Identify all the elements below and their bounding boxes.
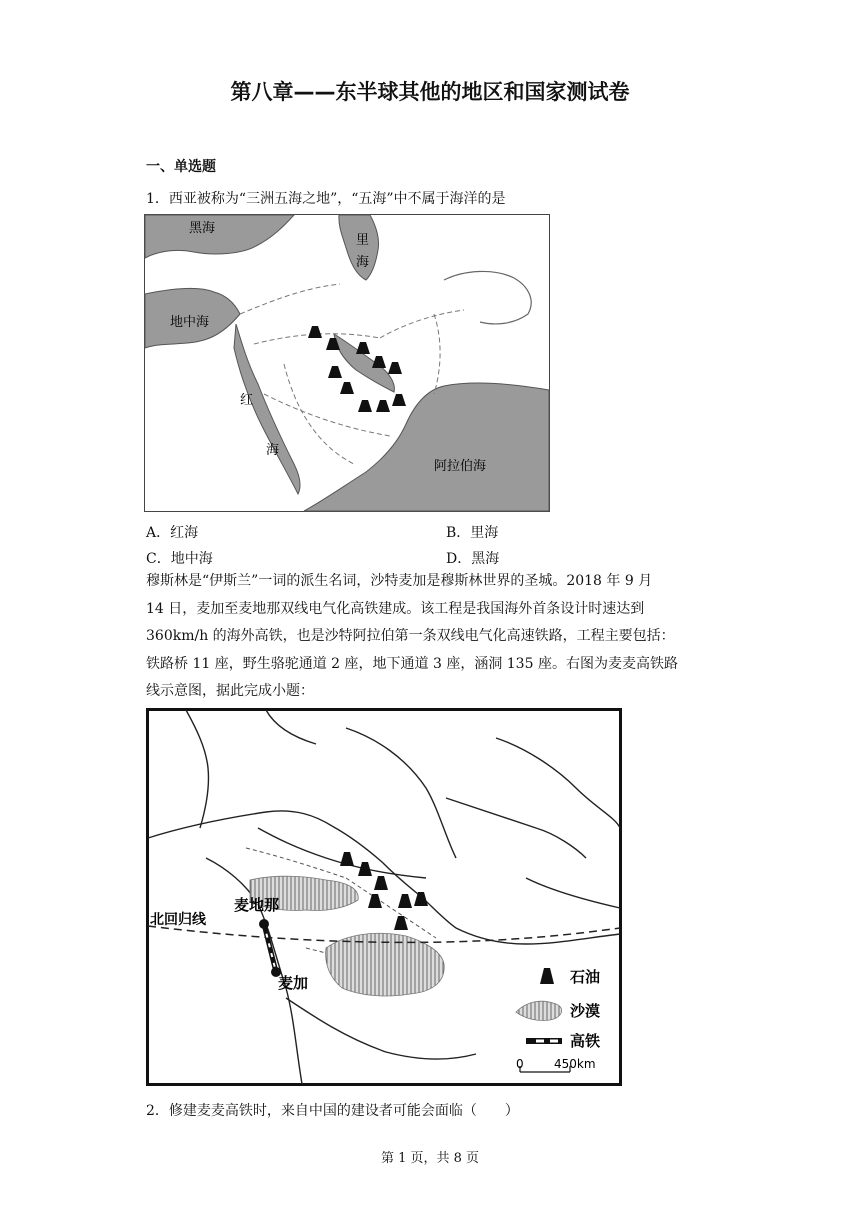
scale-value: 450km [554,1057,596,1071]
arabian-sea-label: 阿拉伯海 [434,459,487,474]
q1-option-c[interactable]: C．地中海 [146,551,213,567]
passage-line: 穆斯林是“伊斯兰”一词的派生名词，沙特麦加是穆斯林世界的圣城。2018 年 9 月 [146,573,653,589]
west-asia-map [144,214,550,512]
red-sea-label-1: 红 [240,393,254,408]
passage-line: 线示意图，据此完成小题： [146,683,314,699]
black-sea-label: 黑海 [188,221,216,236]
question-1-stem: 1．西亚被称为“三洲五海之地”，“五海”中不属于海洋的是 [146,191,506,207]
legend-desert-label: 沙漠 [570,1002,601,1020]
scale-zero: 0 [516,1057,524,1071]
passage-line: 360km/h 的海外高铁，也是沙特阿拉伯第一条双线电气化高速铁路，工程主要包括： [146,628,675,644]
caspian-label-1: 里 [356,233,370,248]
q1-option-d[interactable]: D．黑海 [446,551,500,567]
passage-line: 铁路桥 11 座，野生骆驼通道 2 座，地下通道 3 座，涵洞 135 座。右图为麦麦高铁路 [146,655,678,672]
section-heading: 一、单选题 [146,159,216,175]
page-title: 第八章——东半球其他的地区和国家测试卷 [230,80,630,104]
mediterranean-label: 地中海 [170,315,210,330]
tropic-label: 北回归线 [150,912,206,928]
question-2-stem: 2．修建麦麦高铁时，来自中国的建设者可能会面临（ ） [146,1103,519,1119]
mecca-label: 麦加 [278,974,309,992]
passage-line: 14 日，麦加至麦地那双线电气化高铁建成。该工程是我国海外首条设计时速达到 [146,600,645,617]
medina-label: 麦地那 [234,896,280,914]
caspian-label-2: 海 [356,255,370,270]
legend-oil-label: 石油 [570,968,601,986]
page-footer: 第 1 页，共 8 页 [380,1151,480,1166]
mecca-medina-railway-map [146,708,622,1086]
q1-option-b[interactable]: B．里海 [446,525,499,541]
passage [146,568,736,706]
medina-point [259,919,269,929]
q1-option-a[interactable]: A．红海 [146,525,199,541]
red-sea-label-2: 海 [266,443,280,458]
legend-railway-label: 高铁 [570,1032,601,1050]
